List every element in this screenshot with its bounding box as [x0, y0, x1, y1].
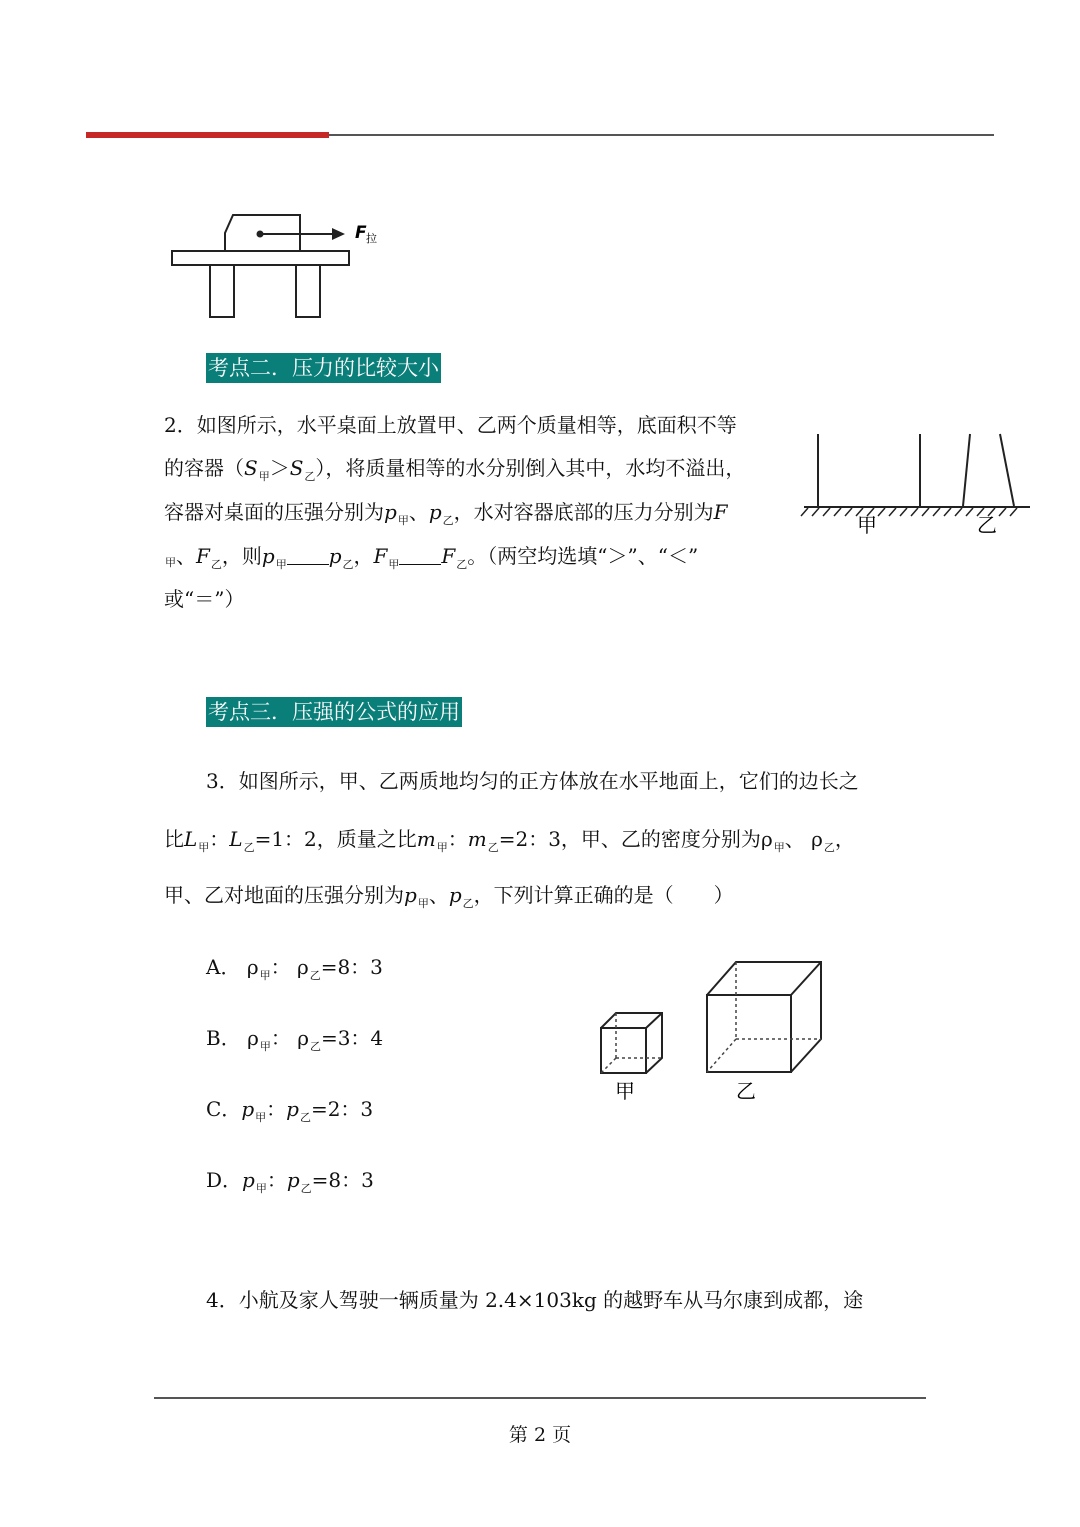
section-title-2: 考点二．压力的比较大小 — [206, 353, 441, 383]
figure-cubes — [595, 955, 830, 1105]
hatch-mark — [955, 508, 962, 516]
q3-line-2: 比$L_甲$：$L_乙=1$：2，质量之比$m_甲$：$m_乙=2$：3，甲、乙的密度分别为$\rho_甲$、 $\rho_乙$， — [164, 827, 855, 854]
section-title-3: 考点三．压强的公式的应用 — [206, 697, 462, 727]
answer-blank-1[interactable] — [287, 546, 329, 565]
hatch-mark — [966, 508, 973, 516]
q2-line-2: 的容器$(S_甲>S_乙)$，将质量相等的水分别倒入其中，水均不溢出， — [164, 456, 746, 483]
hatch-mark — [933, 508, 940, 516]
hatch-mark — [911, 508, 918, 516]
hatch-mark — [1010, 508, 1017, 516]
q3-line-1: 3．如图所示，甲、乙两质地均匀的正方体放在水平地面上，它们的边长之 — [206, 769, 859, 793]
option-b[interactable]: B． $\rho_甲$： $\rho_乙=3$：4 — [206, 1026, 384, 1053]
q2-line-3: 容器对桌面的压强分别为$p_甲$、$p_乙$，水对容器底部的压力分别为F — [164, 500, 728, 527]
hatch-mark — [999, 508, 1006, 516]
fig2-label-yi: 乙 — [977, 513, 997, 537]
figure-containers — [800, 428, 1035, 543]
q2-line-5: 或“＝”） — [164, 587, 245, 611]
fig3-label-yi: 乙 — [736, 1079, 756, 1103]
q4-line-1: 4．小航及家人驾驶一辆质量为 2.4×103kg 的越野车从马尔康到成都，途 — [206, 1288, 864, 1312]
hatch-mark — [845, 508, 852, 516]
force-label: F — [355, 223, 367, 243]
q2-line-1: 2．如图所示，水平桌面上放置甲、乙两个质量相等，底面积不等 — [164, 413, 737, 437]
option-d[interactable]: D．$p_甲$：$p_乙=8$：3 — [206, 1168, 374, 1195]
hatch-mark — [812, 508, 819, 516]
q3-line-3: 甲、乙对地面的压强分别为$p_甲$、$p_乙$，下列计算正确的是（ ） — [164, 883, 734, 910]
fig2-label-jia: 甲 — [857, 513, 877, 537]
hatch-mark — [944, 508, 951, 516]
hatch-mark — [900, 508, 907, 516]
hatch-mark — [801, 508, 808, 516]
fig3-label-jia: 甲 — [615, 1079, 635, 1103]
answer-blank-2[interactable] — [399, 546, 441, 565]
header-accent-bar — [86, 132, 329, 138]
option-a[interactable]: A． $\rho_甲$： $\rho_乙=8$：3 — [206, 955, 383, 982]
hatch-mark — [922, 508, 929, 516]
figure-table-block — [165, 205, 395, 325]
force-sub-label: 拉 — [366, 232, 377, 245]
hatch-mark — [889, 508, 896, 516]
footer-rule — [154, 1397, 926, 1399]
hatch-mark — [878, 508, 885, 516]
hatch-mark — [834, 508, 841, 516]
option-c[interactable]: C．$p_甲$：$p_乙=2$：3 — [206, 1097, 374, 1124]
header-rule — [329, 134, 994, 136]
q2-line-4: 甲、$F_乙$，则$p_甲$ $p_乙$，$F_甲$ $F_乙$。（两空均选填“＞”、“＜” — [165, 544, 699, 571]
page-number: 第 2 页 — [508, 1424, 572, 1446]
hatch-mark — [823, 508, 830, 516]
